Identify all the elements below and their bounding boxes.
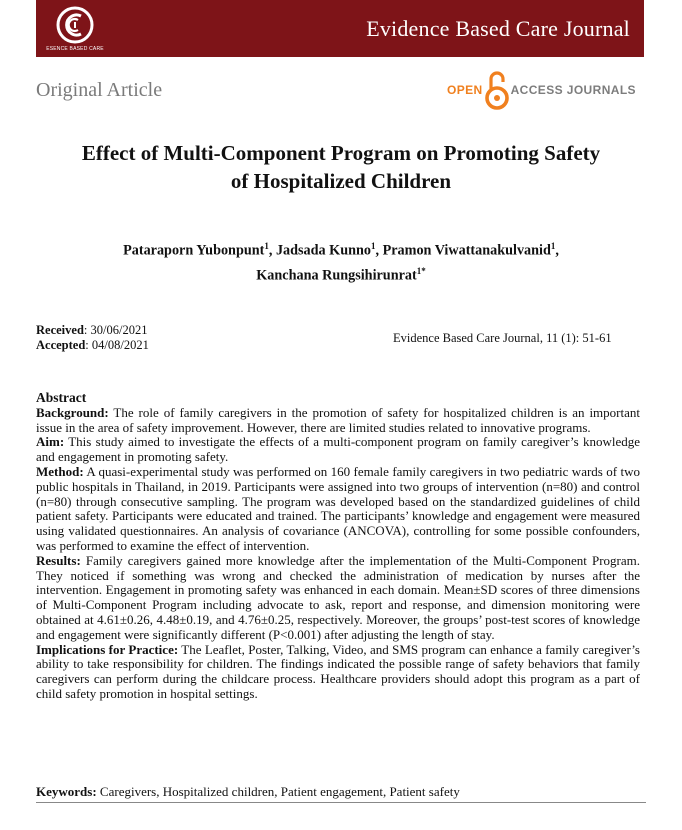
journal-citation: Evidence Based Care Journal, 11 (1): 51-61 xyxy=(393,331,612,345)
received-date xyxy=(36,323,149,338)
aim-text: This study aimed to investigate the effects of a multi-component program on family caregiver’s knowledge and engagement in promoting safety. xyxy=(36,434,640,465)
padlock-icon xyxy=(485,69,509,111)
abstract-section xyxy=(36,391,640,702)
background-text: The role of family caregivers in the promotion of safety for hospitalized children is an important issue in the area of safety improvement. However, there are limited studies related to innovative programs. xyxy=(36,404,640,435)
open-access-journals-text: ACCESS JOURNALS xyxy=(510,83,636,97)
received-label: Received xyxy=(36,323,84,337)
keywords-text: Caregivers, Hospitalized children, Patient engagement, Patient safety xyxy=(96,784,460,799)
implications-text: The Leaflet, Poster, Talking, Video, and SMS program can enhance a family caregiver’s ability to take responsibility for children. The findings indicated the possible range of safety behaviors that family caregivers can perform during the childcare process. Healthcare providers should adopt this program as a part of child safety promotion in hospital settings. xyxy=(36,641,640,701)
abstract-aim xyxy=(36,435,640,465)
author-affiliation: 1 xyxy=(264,241,269,251)
accepted-date xyxy=(36,338,149,353)
abstract-heading: Abstract xyxy=(36,390,87,405)
open-access-logo xyxy=(447,68,636,112)
author-affiliation: 1 xyxy=(370,241,376,251)
abstract-implications xyxy=(36,643,640,702)
journal-logo xyxy=(36,0,114,57)
author-name: Pramon Viwattanakulvanid xyxy=(382,242,551,259)
author-name: Kanchana Rungsihirunrat xyxy=(256,267,417,284)
logo-caption: ESENCE BASED CARE xyxy=(46,46,104,52)
author-affiliation: 1 xyxy=(550,241,556,251)
accepted-label: Accepted xyxy=(36,338,86,352)
method-label: Method: xyxy=(36,463,84,479)
open-access-open-text: OPEN xyxy=(447,83,483,97)
author-name: Pataraporn Yubonpunt xyxy=(123,242,265,259)
author-separator: , xyxy=(268,242,276,259)
abstract-results xyxy=(36,554,640,643)
author-separator: , xyxy=(375,242,383,259)
implications-label: Implications for Practice: xyxy=(36,641,179,657)
method-text: A quasi-experimental study was performed on 160 female family caregivers in two pediatric wards of two public hospitals in Thailand, in 2019. Participants were assigned into two groups of intervention (n=80) and control (n=80) through consecutive sampling. The program was developed based on the standardized guidelines of child patient safety. Participants were educated and trained. The participants’ knowledge and engagement were measured using validated questionnaires. An analysis of covariance (ANCOVA), controlling for some possible confounders, was performed to examine the effect of intervention. xyxy=(36,463,640,553)
article-type-label: Original Article xyxy=(36,79,163,101)
journal-banner xyxy=(36,0,644,57)
results-label: Results: xyxy=(36,552,81,568)
author-list xyxy=(30,236,652,285)
title-line-2: of Hospitalized Children xyxy=(230,169,452,193)
aim-label: Aim: xyxy=(36,434,65,450)
abstract-background xyxy=(36,406,640,436)
received-value: : 30/06/2021 xyxy=(83,323,148,337)
author-affiliation: 1* xyxy=(416,265,426,276)
keywords-label: Keywords: xyxy=(36,784,97,799)
divider xyxy=(36,802,646,803)
author-name: Jadsada Kunno xyxy=(275,242,371,259)
title-line-1: Effect of Multi-Component Program on Promoting Safety xyxy=(81,141,601,165)
background-label: Background: xyxy=(36,404,109,420)
article-title xyxy=(20,139,662,195)
author-separator: , xyxy=(555,242,559,259)
article-dates xyxy=(36,323,149,353)
abstract-method xyxy=(36,465,640,554)
accepted-value: : 04/08/2021 xyxy=(85,338,149,352)
results-text: Family caregivers gained more knowledge after the implementation of the Multi-Component Program. They noticed if something was wrong and checked the administration of medication by nurses after the intervention. Engagement in promoting safety was enhanced in each domain. Mean±SD scores of three dimensions of Multi-Component Program including advocate to ask, report and response, and dimension monitoring were obtained at 4.61±0.26, 4.48±0.19, and 4.76±0.25, respectively. Moreover, the groups’ post-test scores of knowledge and engagement were significantly different (P<0.001) after adjusting the length of stay. xyxy=(36,552,640,642)
keywords xyxy=(36,784,460,800)
journal-logo-icon xyxy=(55,5,95,45)
journal-name: Evidence Based Care Journal xyxy=(366,15,630,41)
